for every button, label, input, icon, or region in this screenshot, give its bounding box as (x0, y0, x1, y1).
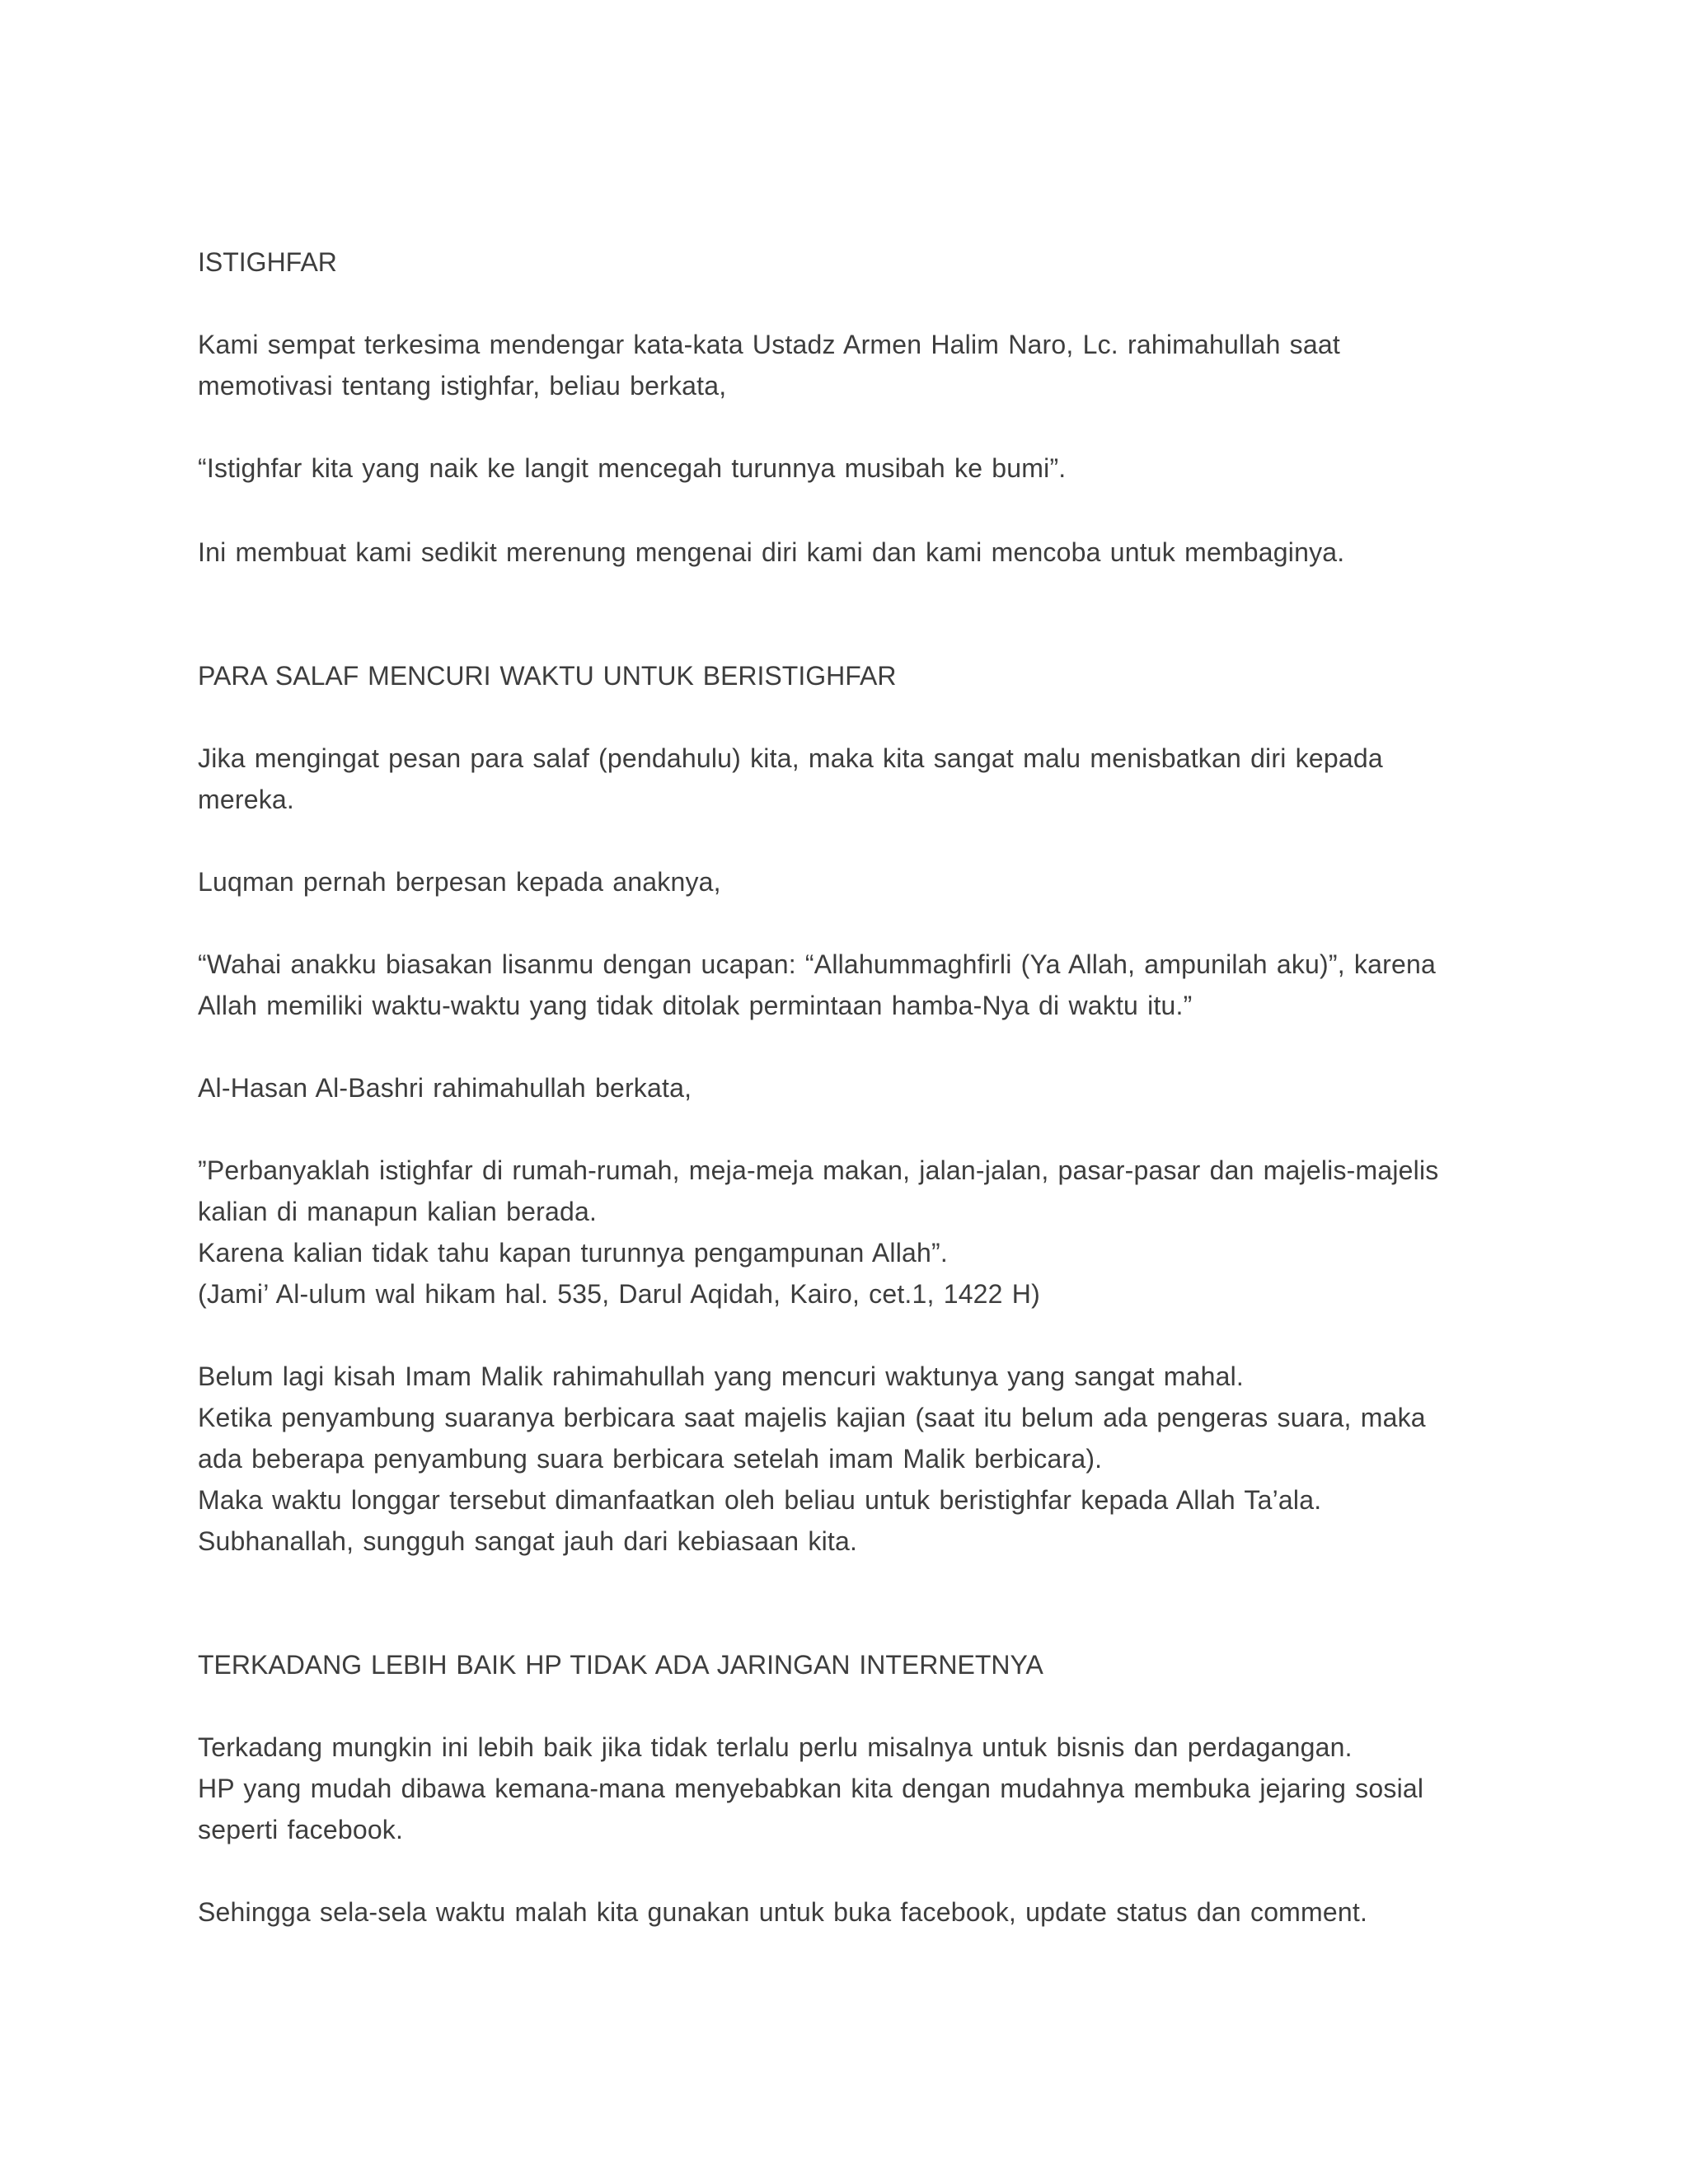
section-heading-salaf: PARA SALAF MENCURI WAKTU UNTUK BERISTIGHFAR (198, 661, 897, 691)
paragraph-line: Ketika penyambung suaranya berbicara saat majelis kajian (saat itu belum ada pengeras suara, maka (198, 1403, 1426, 1432)
paragraph-line: Belum lagi kisah Imam Malik rahimahullah yang mencuri waktunya yang sangat mahal. (198, 1361, 1245, 1391)
section-heading-hp: TERKADANG LEBIH BAIK HP TIDAK ADA JARINGAN INTERNETNYA (198, 1650, 1043, 1680)
paragraph-line: mereka. (198, 785, 294, 814)
paragraph-line: HP yang mudah dibawa kemana-mana menyebabkan kita dengan mudahnya membuka jejaring sosial (198, 1774, 1424, 1803)
paragraph-line: Al-Hasan Al-Bashri rahimahullah berkata, (198, 1073, 692, 1103)
quote-paragraph: “Istighfar kita yang naik ke langit mencegah turunnya musibah ke bumi”. (198, 453, 1067, 483)
reflection-paragraph: Ini membuat kami sedikit merenung mengenai diri kami dan kami mencoba untuk membaginya. (198, 537, 1345, 567)
quote-line: “Wahai anakku biasakan lisanmu dengan ucapan: “Allahummaghfirli (Ya Allah, ampunilah aku)”, karena (198, 949, 1436, 979)
paragraph-line: seperti facebook. (198, 1815, 404, 1844)
quote-line: Karena kalian tidak tahu kapan turunnya pengampunan Allah”. (198, 1238, 948, 1268)
intro-paragraph-line: Kami sempat terkesima mendengar kata-kata Ustadz Armen Halim Naro, Lc. rahimahullah saat (198, 330, 1340, 359)
paragraph-line: ada beberapa penyambung suara berbicara setelah imam Malik berbicara). (198, 1444, 1103, 1474)
quote-line: ”Perbanyaklah istighfar di rumah-rumah, meja-meja makan, jalan-jalan, pasar-pasar dan majelis-majelis (198, 1155, 1439, 1185)
paragraph-line: Maka waktu longgar tersebut dimanfaatkan oleh beliau untuk beristighfar kepada Allah Ta’ala. (198, 1485, 1322, 1515)
intro-paragraph-line: memotivasi tentang istighfar, beliau berkata, (198, 371, 727, 401)
citation-line: (Jami’ Al-ulum wal hikam hal. 535, Darul Aqidah, Kairo, cet.1, 1422 H) (198, 1279, 1040, 1309)
quote-line: kalian di manapun kalian berada. (198, 1197, 598, 1226)
quote-line: Allah memiliki waktu-waktu yang tidak ditolak permintaan hamba-Nya di waktu itu.” (198, 991, 1193, 1020)
paragraph-line: Terkadang mungkin ini lebih baik jika tidak terlalu perlu misalnya untuk bisnis dan perdagangan. (198, 1732, 1353, 1762)
paragraph-line: Subhanallah, sungguh sangat jauh dari kebiasaan kita. (198, 1526, 858, 1556)
document-title: ISTIGHFAR (198, 247, 337, 277)
paragraph-line: Luqman pernah berpesan kepada anaknya, (198, 867, 721, 897)
paragraph-line: Jika mengingat pesan para salaf (pendahulu) kita, maka kita sangat malu menisbatkan diri kepada (198, 743, 1383, 773)
paragraph-line: Sehingga sela-sela waktu malah kita gunakan untuk buka facebook, update status dan comment. (198, 1897, 1368, 1927)
